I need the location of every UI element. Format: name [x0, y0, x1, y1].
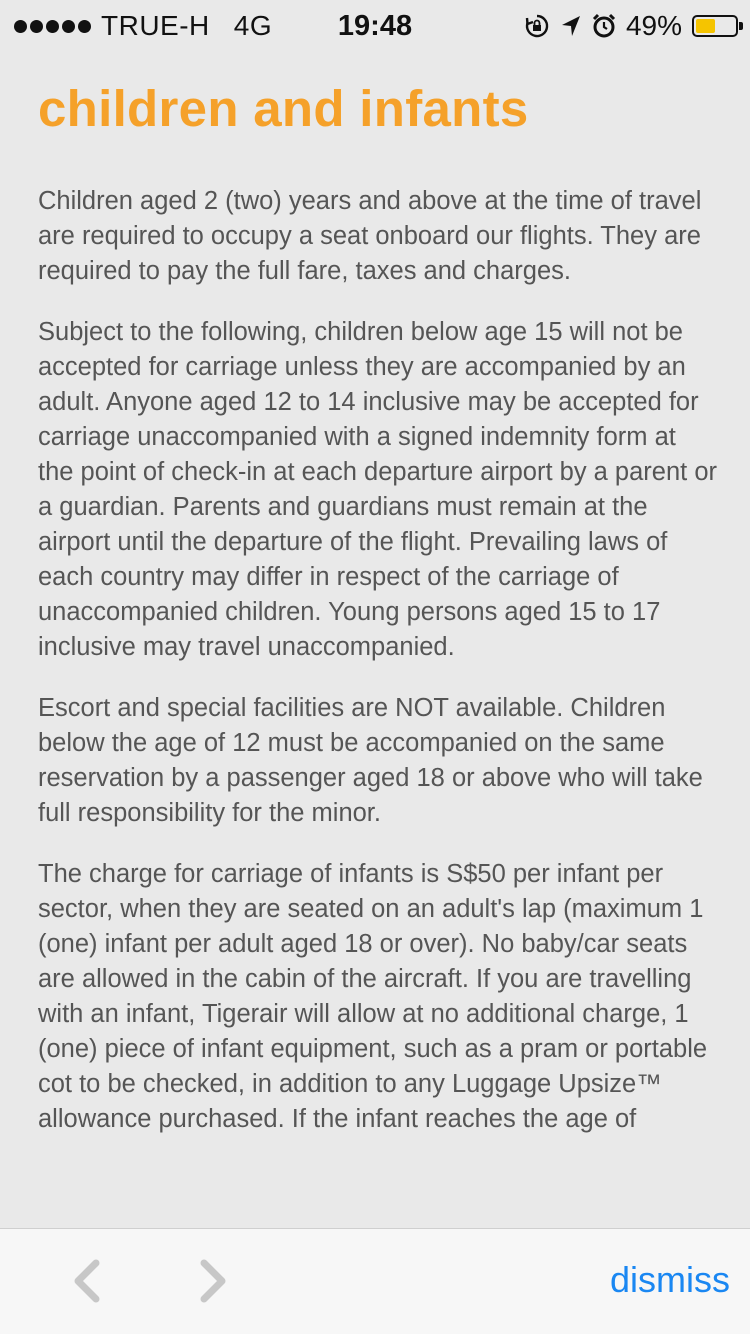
battery-fill: [696, 19, 715, 33]
paragraph-escort-facilities: Escort and special facilities are NOT available. Children below the age of 12 must be accompanied on the same reservation by a passenger aged 18 or above who will take full responsibility for the minor.: [38, 694, 703, 827]
battery-icon: [692, 15, 738, 37]
bottom-toolbar: [0, 1228, 750, 1334]
dismiss-button[interactable]: dismiss: [609, 1259, 730, 1300]
network-type: 4G: [233, 10, 273, 41]
paragraph-infant-charges: The charge for carriage of infants is S$50 per infant per sector, when they are seated on an adult's lap (maximum 1 (one) infant per adult aged 18 or over). No baby/car seats are allowed in the cabin of the aircraft. If you are travelling with an infant, Tigerair will allow at no additional charge, 1 (one) piece of infant equipment, such as a pram or portable cot to be checked, in addition to any Luggage Upsize™ allowance purchased. If the infant reaches the age of: [38, 860, 708, 1133]
status-bar: [0, 0, 750, 52]
paragraph-children-seat: Children aged 2 (two) years and above at the time of travel are required to occupy a seat onboard our flights. They are required to pay the full fare, taxes and charges.: [38, 187, 702, 285]
chevron-right-icon: [190, 1259, 234, 1303]
article-content: [38, 78, 718, 1163]
chevron-left-icon: [66, 1259, 110, 1303]
location-arrow-icon: [560, 14, 582, 38]
alarm-icon: [592, 13, 616, 39]
status-time: 19:48: [337, 10, 413, 42]
rotation-lock-icon: [524, 13, 550, 39]
status-right: [524, 9, 738, 43]
forward-button[interactable]: [190, 1259, 234, 1303]
back-button[interactable]: [66, 1259, 110, 1303]
carrier-name: TRUE-H: [101, 10, 210, 41]
battery-percent: 49%: [625, 10, 682, 41]
page-title: children and infants: [38, 80, 529, 137]
paragraph-unaccompanied-minors: Subject to the following, children below age 15 will not be accepted for carriage unless they are accompanied by an adult. Anyone aged 12 to 14 inclusive may be accepted for carriage unaccompanied with a signed indemnity form at the point of check-in at each departure airport by a parent or a guardian. Parents and guardians must remain at the airport until the departure of the flight. Prevailing laws of each country may differ in respect of the carriage of unaccompanied children. Young persons aged 15 to 17 inclusive may travel unaccompanied.: [38, 318, 717, 661]
